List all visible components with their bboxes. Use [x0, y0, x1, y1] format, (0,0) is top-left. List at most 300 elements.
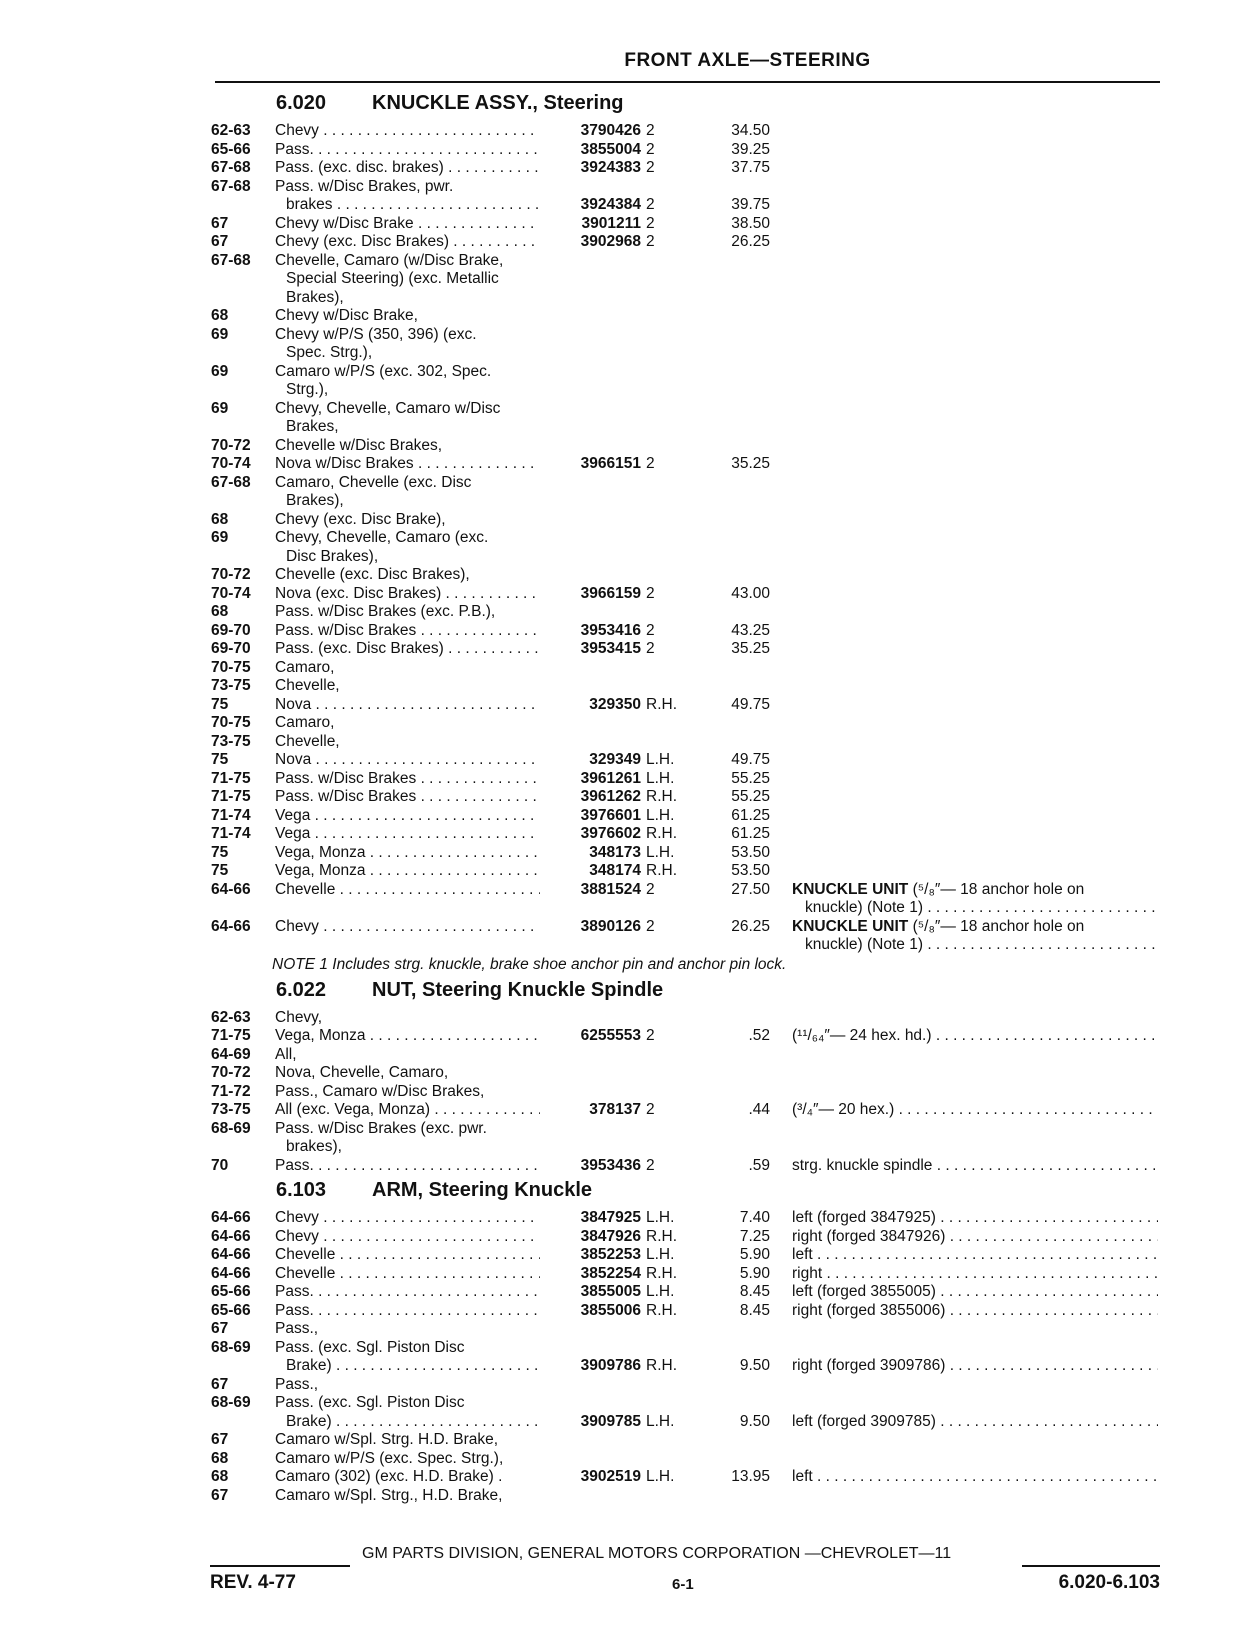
model-years: 67: [211, 214, 229, 232]
application-description: Pass. . . .: [275, 1157, 540, 1176]
catalog-row: [0, 825, 1235, 844]
model-years: 71-72: [211, 1082, 251, 1100]
model-years: 65-66: [211, 1301, 251, 1319]
section-title: NUT, Steering Knuckle Spindle: [372, 978, 664, 1001]
model-years: 67: [211, 1486, 229, 1504]
model-years: 65-66: [211, 140, 251, 158]
quantity: L.H.: [646, 769, 675, 787]
model-years: 64-66: [211, 1246, 251, 1263]
list-price: 26.25: [731, 233, 770, 250]
application-description: All,: [275, 1045, 297, 1063]
catalog-row: [0, 1376, 1235, 1395]
catalog-row: [0, 1209, 1235, 1228]
application-description: Chevy w/Disc Brake,: [275, 307, 418, 324]
application-description: Vega, Monza . . .: [275, 862, 540, 881]
application-description: Pass.,: [275, 1320, 319, 1337]
remarks-text: (⁵/₈″— 18 anchor hole on: [912, 917, 1085, 935]
list-price: 34.50: [731, 122, 770, 139]
part-number: 6255553: [580, 1027, 641, 1044]
catalog-row: [0, 474, 1235, 493]
catalog-row: [0, 751, 1235, 770]
remarks: [792, 918, 1158, 937]
page-number: 6-1: [672, 1576, 694, 1593]
model-years: 67-68: [211, 177, 251, 195]
model-years: 68: [211, 307, 229, 324]
part-number: 3909786: [580, 1357, 641, 1374]
list-price: 7.25: [739, 1227, 770, 1245]
catalog-row: [0, 307, 1235, 326]
part-number: 3902968: [580, 233, 641, 250]
quantity: L.H.: [646, 806, 675, 824]
application-description: Pass. w/Disc Brakes, pwr.: [275, 177, 454, 195]
remarks-text: right: [792, 1264, 823, 1282]
model-years: 73-75: [211, 732, 251, 750]
application-description: Camaro (302) (exc. H.D. Brake) .: [275, 1468, 503, 1485]
application-description: Pass. w/Disc Brakes . . .: [275, 622, 540, 641]
quantity: R.H.: [646, 1227, 677, 1245]
model-years: 70-72: [211, 566, 251, 583]
application-description: Camaro w/Spl. Strg., H.D. Brake,: [275, 1486, 503, 1504]
remarks: [792, 1246, 1158, 1265]
catalog-row: [0, 1228, 1235, 1247]
quantity: 2: [646, 140, 655, 158]
catalog-row: [0, 881, 1235, 900]
remarks: [792, 1283, 1158, 1302]
model-years: 68-69: [211, 1394, 251, 1411]
remarks-text: left: [792, 1468, 813, 1485]
quantity: 2: [646, 584, 655, 602]
model-years: 75: [211, 695, 229, 713]
list-price: 35.25: [731, 640, 770, 657]
application-description: Disc Brakes),: [286, 547, 379, 565]
application-description: Pass. . . .: [275, 1283, 540, 1302]
model-years: 70-74: [211, 455, 251, 472]
part-number: 3953415: [580, 640, 641, 657]
catalog-row: [0, 936, 1235, 955]
part-number: 3902519: [580, 1468, 641, 1485]
list-price: 43.25: [731, 621, 770, 639]
catalog-row: [0, 400, 1235, 419]
quantity: R.H.: [646, 825, 677, 842]
part-number: 3924384: [580, 196, 641, 213]
part-number: 3961262: [580, 788, 641, 805]
catalog-row: [0, 1468, 1235, 1487]
part-number: 348173: [589, 843, 641, 861]
application-description: Camaro, Chevelle (exc. Disc: [275, 473, 472, 491]
model-years: 68: [211, 1468, 229, 1485]
catalog-row: [0, 918, 1235, 937]
model-years: 67-68: [211, 159, 251, 176]
catalog-row: [0, 492, 1235, 511]
list-price: 7.40: [739, 1209, 770, 1226]
application-description: Chevy . . .: [275, 918, 540, 937]
section-heading: [0, 975, 1235, 1009]
application-description: Chevy w/P/S (350, 396) (exc.: [275, 325, 477, 343]
remarks: [792, 1157, 1158, 1176]
application-description: Pass. (exc. Disc Brakes) . . .: [275, 640, 540, 659]
remarks: [792, 1357, 1158, 1376]
list-price: 5.90: [739, 1246, 770, 1263]
remarks-bold-lead: KNUCKLE UNIT: [792, 880, 909, 898]
quantity: R.H.: [646, 1357, 677, 1374]
catalog-row: [0, 1450, 1235, 1469]
quantity: L.H.: [646, 1209, 675, 1226]
application-description: Camaro w/Spl. Strg. H.D. Brake,: [275, 1431, 499, 1448]
model-years: 70-75: [211, 714, 251, 731]
application-description: Nova . . .: [275, 696, 540, 715]
quantity: R.H.: [646, 1264, 677, 1282]
catalog-row: [0, 899, 1235, 918]
list-price: 5.90: [739, 1264, 770, 1282]
part-number: 3953416: [580, 621, 641, 639]
model-years: 71-75: [211, 1027, 251, 1044]
remarks-bold-lead: KNUCKLE UNIT: [792, 917, 909, 935]
catalog-row: [0, 252, 1235, 271]
model-years: 69-70: [211, 621, 251, 639]
page-footer: [210, 1540, 1160, 1600]
catalog-row: [0, 1009, 1235, 1028]
part-number: 3909785: [580, 1412, 641, 1430]
catalog-row: [0, 807, 1235, 826]
catalog-row: [0, 215, 1235, 234]
model-years: 70-74: [211, 584, 251, 602]
catalog-row: [0, 1064, 1235, 1083]
application-description: Camaro w/P/S (exc. 302, Spec.: [275, 362, 492, 380]
remarks-text: left (forged 3855005): [792, 1283, 936, 1300]
application-description: Chevelle,: [275, 677, 340, 694]
catalog-row: [0, 844, 1235, 863]
catalog-row: [0, 159, 1235, 178]
model-years: 65-66: [211, 1283, 251, 1300]
catalog-row: [0, 1357, 1235, 1376]
quantity: R.H.: [646, 695, 677, 713]
remarks: [792, 1209, 1158, 1228]
part-number: 3855006: [580, 1301, 641, 1319]
list-price: 8.45: [739, 1283, 770, 1300]
part-number: 3976602: [580, 825, 641, 842]
model-years: 68-69: [211, 1338, 251, 1356]
list-price: 8.45: [739, 1301, 770, 1319]
application-description: Nova, Chevelle, Camaro,: [275, 1064, 449, 1081]
remarks-text: strg. knuckle spindle: [792, 1156, 933, 1174]
application-description: Pass. (exc. Sgl. Piston Disc: [275, 1338, 465, 1356]
section-number: 6.103: [276, 1179, 327, 1201]
catalog-row: [0, 1283, 1235, 1302]
page-title: FRONT AXLE—STEERING: [624, 50, 871, 71]
catalog-row: [0, 640, 1235, 659]
catalog-row: [0, 1302, 1235, 1321]
application-description: Special Steering) (exc. Metallic: [286, 270, 499, 287]
catalog-row: [0, 1083, 1235, 1102]
application-description: Vega . . .: [275, 825, 540, 844]
quantity: L.H.: [646, 1468, 675, 1485]
part-number: 3961261: [580, 769, 641, 787]
model-years: 71-74: [211, 806, 251, 824]
catalog-row: [0, 1339, 1235, 1358]
part-number: 3881524: [580, 880, 641, 898]
remarks: [792, 1228, 1158, 1247]
model-years: 69: [211, 529, 229, 546]
section-heading: [0, 88, 1235, 122]
model-years: 67-68: [211, 251, 251, 269]
catalog-row: [0, 659, 1235, 678]
application-description: Vega . . .: [275, 807, 540, 826]
part-number: 3890126: [580, 917, 641, 935]
model-years: 67: [211, 1320, 229, 1337]
application-description: Pass. w/Disc Brakes . . .: [275, 770, 540, 789]
model-years: 68: [211, 603, 229, 620]
model-years: 64-66: [211, 880, 251, 898]
catalog-row: [0, 733, 1235, 752]
application-description: Pass., Camaro w/Disc Brakes,: [275, 1082, 485, 1100]
catalog-row: [0, 1320, 1235, 1339]
part-number: 3966151: [580, 455, 641, 472]
list-price: 55.25: [731, 769, 770, 787]
model-years: 75: [211, 862, 229, 879]
part-number: 3855005: [580, 1283, 641, 1300]
part-number: 3966159: [580, 584, 641, 602]
section-title: ARM, Steering Knuckle: [372, 1179, 593, 1201]
catalog-row: [0, 363, 1235, 382]
catalog-row: [0, 1027, 1235, 1046]
application-description: Pass.,: [275, 1375, 319, 1393]
catalog-row: [0, 1413, 1235, 1432]
application-description: Pass. w/Disc Brakes (exc. P.B.),: [275, 603, 496, 620]
catalog-row: [0, 603, 1235, 622]
model-years: 70-72: [211, 1064, 251, 1081]
part-number: 3855004: [580, 140, 641, 158]
application-description: Strg.),: [286, 381, 329, 398]
application-description: Chevy w/Disc Brake . . .: [275, 215, 540, 234]
model-years: 64-66: [211, 1209, 251, 1226]
remarks: [792, 1413, 1158, 1432]
model-years: 73-75: [211, 1101, 251, 1118]
catalog-row: [0, 1431, 1235, 1450]
catalog-row: [0, 122, 1235, 141]
remarks-text: right (forged 3909786): [792, 1357, 946, 1374]
application-description: Brakes),: [286, 288, 344, 306]
remarks: [792, 1302, 1158, 1321]
part-number: 3976601: [580, 806, 641, 824]
application-description: Nova . . .: [275, 751, 540, 770]
catalog-row: [0, 862, 1235, 881]
remarks-text: (¹¹/₆₄″— 24 hex. hd.): [792, 1027, 932, 1044]
part-number: 3953436: [580, 1156, 641, 1174]
quantity: 2: [646, 159, 655, 176]
catalog-row: [0, 1157, 1235, 1176]
model-years: 64-69: [211, 1045, 251, 1063]
footer-publisher: GM PARTS DIVISION, GENERAL MOTORS CORPORATION —CHEVROLET—11: [362, 1545, 952, 1562]
model-years: 67: [211, 233, 229, 250]
part-number: 329350: [589, 695, 641, 713]
catalog-row: [0, 529, 1235, 548]
quantity: L.H.: [646, 1412, 675, 1430]
application-description: Chevelle w/Disc Brakes,: [275, 436, 443, 454]
catalog-row: [0, 696, 1235, 715]
model-years: 71-74: [211, 825, 251, 842]
application-description: Pass. (exc. disc. brakes) . . .: [275, 159, 540, 178]
application-description: Camaro,: [275, 714, 335, 731]
quantity: L.H.: [646, 843, 675, 861]
list-price: 39.75: [731, 196, 770, 213]
catalog-row: [0, 511, 1235, 530]
part-number: 348174: [589, 862, 641, 879]
application-description: Vega, Monza . . .: [275, 844, 540, 863]
application-description: Chevelle . . .: [275, 1246, 540, 1265]
part-number: 3847926: [580, 1227, 641, 1245]
catalog-row: [0, 548, 1235, 567]
model-years: 69-70: [211, 640, 251, 657]
model-years: 71-75: [211, 769, 251, 787]
model-years: 71-75: [211, 788, 251, 805]
remarks-text: (⁵/₈″— 18 anchor hole on: [912, 880, 1085, 898]
quantity: 2: [646, 122, 655, 139]
catalog-row: [0, 418, 1235, 437]
application-description: Chevelle . . .: [275, 881, 540, 900]
application-description: Chevy . . .: [275, 122, 540, 141]
remarks-text: right (forged 3847926): [792, 1227, 946, 1245]
remarks: [805, 899, 1158, 918]
remarks-text: right (forged 3855006): [792, 1301, 946, 1319]
application-description: All (exc. Vega, Monza) . . .: [275, 1101, 540, 1120]
model-years: 69: [211, 362, 229, 380]
list-price: 55.25: [731, 788, 770, 805]
model-years: 64-66: [211, 1264, 251, 1282]
model-years: 69: [211, 325, 229, 343]
list-price: 53.50: [731, 862, 770, 879]
part-number: 3790426: [580, 122, 641, 139]
application-description: Chevy . . .: [275, 1209, 540, 1228]
model-years: 75: [211, 843, 229, 861]
part-number: 329349: [589, 751, 641, 768]
catalog-row: [0, 770, 1235, 789]
model-years: 62-63: [211, 1008, 251, 1026]
catalog-row: [0, 1246, 1235, 1265]
remarks: [792, 1468, 1158, 1487]
list-price: 38.50: [731, 214, 770, 232]
application-description: Chevy, Chevelle, Camaro (exc.: [275, 529, 489, 546]
remarks: [792, 881, 1158, 900]
list-price: 9.50: [739, 1357, 770, 1374]
catalog-row: [0, 788, 1235, 807]
section-note: [0, 955, 1235, 975]
quantity: L.H.: [646, 1283, 675, 1300]
catalog-row: [0, 1120, 1235, 1139]
footer-rule-left: [210, 1565, 350, 1567]
model-years: 69: [211, 399, 229, 417]
quantity: L.H.: [646, 1246, 675, 1263]
revision-label: REV. 4-77: [210, 1572, 296, 1593]
list-price: .59: [748, 1156, 770, 1174]
catalog-row: [0, 1046, 1235, 1065]
section-heading: [0, 1175, 1235, 1209]
remarks-text: knuckle) (Note 1): [805, 936, 924, 953]
catalog-row: [0, 1265, 1235, 1284]
quantity: R.H.: [646, 862, 677, 879]
section-number: 6.020: [276, 92, 327, 114]
remarks: [792, 1265, 1158, 1284]
catalog-row: [0, 381, 1235, 400]
catalog-row: [0, 326, 1235, 345]
catalog-row: [0, 196, 1235, 215]
list-price: 43.00: [731, 584, 770, 602]
remarks: [792, 1101, 1158, 1120]
parts-catalog-body: [0, 88, 1235, 1505]
catalog-row: [0, 141, 1235, 160]
application-description: Chevelle, Camaro (w/Disc Brake,: [275, 251, 504, 269]
part-number: 3924383: [580, 159, 641, 176]
application-description: Brake) . . .: [286, 1413, 540, 1432]
list-price: 49.75: [731, 695, 770, 713]
application-description: Pass. . . .: [275, 141, 540, 160]
list-price: 53.50: [731, 843, 770, 861]
footer-rule-right: [1022, 1565, 1160, 1567]
application-description: Chevy . . .: [275, 1228, 540, 1247]
quantity: 2: [646, 917, 655, 935]
model-years: 67: [211, 1375, 229, 1393]
application-description: Chevy (exc. Disc Brakes) . . .: [275, 233, 540, 252]
list-price: 9.50: [739, 1412, 770, 1430]
quantity: 2: [646, 233, 655, 250]
application-description: brakes),: [286, 1138, 342, 1155]
model-years: 62-63: [211, 122, 251, 139]
quantity: 2: [646, 880, 655, 898]
application-description: Vega, Monza . . .: [275, 1027, 540, 1046]
quantity: 2: [646, 1101, 655, 1118]
remarks: [792, 1027, 1158, 1046]
application-description: Chevelle . . .: [275, 1265, 540, 1284]
list-price: 39.25: [731, 140, 770, 158]
application-description: Pass. w/Disc Brakes . . .: [275, 788, 540, 807]
page-header: [215, 50, 1160, 83]
quantity: L.H.: [646, 751, 675, 768]
application-description: brakes . . .: [286, 196, 540, 215]
application-description: Chevelle,: [275, 732, 340, 750]
quantity: 2: [646, 214, 655, 232]
part-number: 3852253: [580, 1246, 641, 1263]
model-years: 73-75: [211, 677, 251, 694]
application-description: Chevy (exc. Disc Brake),: [275, 510, 446, 528]
application-description: Pass. w/Disc Brakes (exc. pwr.: [275, 1119, 487, 1137]
list-price: 26.25: [731, 917, 770, 935]
part-number: 3852254: [580, 1264, 641, 1282]
application-description: Chevelle (exc. Disc Brakes),: [275, 566, 470, 583]
application-description: Pass. . . .: [275, 1302, 540, 1321]
catalog-row: [0, 677, 1235, 696]
section-number: 6.022: [276, 978, 327, 1001]
quantity: 2: [646, 196, 655, 213]
note-text: NOTE 1 Includes strg. knuckle, brake shoe anchor pin and anchor pin lock.: [272, 955, 787, 973]
quantity: R.H.: [646, 1301, 677, 1319]
model-years: 75: [211, 751, 229, 768]
catalog-row: [0, 1138, 1235, 1157]
catalog-row: [0, 455, 1235, 474]
application-description: Chevy, Chevelle, Camaro w/Disc: [275, 399, 501, 417]
list-price: 13.95: [731, 1468, 770, 1485]
list-price: 37.75: [731, 159, 770, 176]
model-years: 64-66: [211, 917, 251, 935]
remarks: [805, 936, 1158, 955]
list-price: .52: [748, 1027, 770, 1044]
application-description: Pass. (exc. Sgl. Piston Disc: [275, 1394, 465, 1411]
catalog-row: [0, 1394, 1235, 1413]
catalog-row: [0, 289, 1235, 308]
model-years: 64-66: [211, 1227, 251, 1245]
remarks-text: left (forged 3847925): [792, 1209, 936, 1226]
application-description: Brake) . . .: [286, 1357, 540, 1376]
application-description: Chevy,: [275, 1008, 323, 1026]
model-years: 68-69: [211, 1119, 251, 1137]
